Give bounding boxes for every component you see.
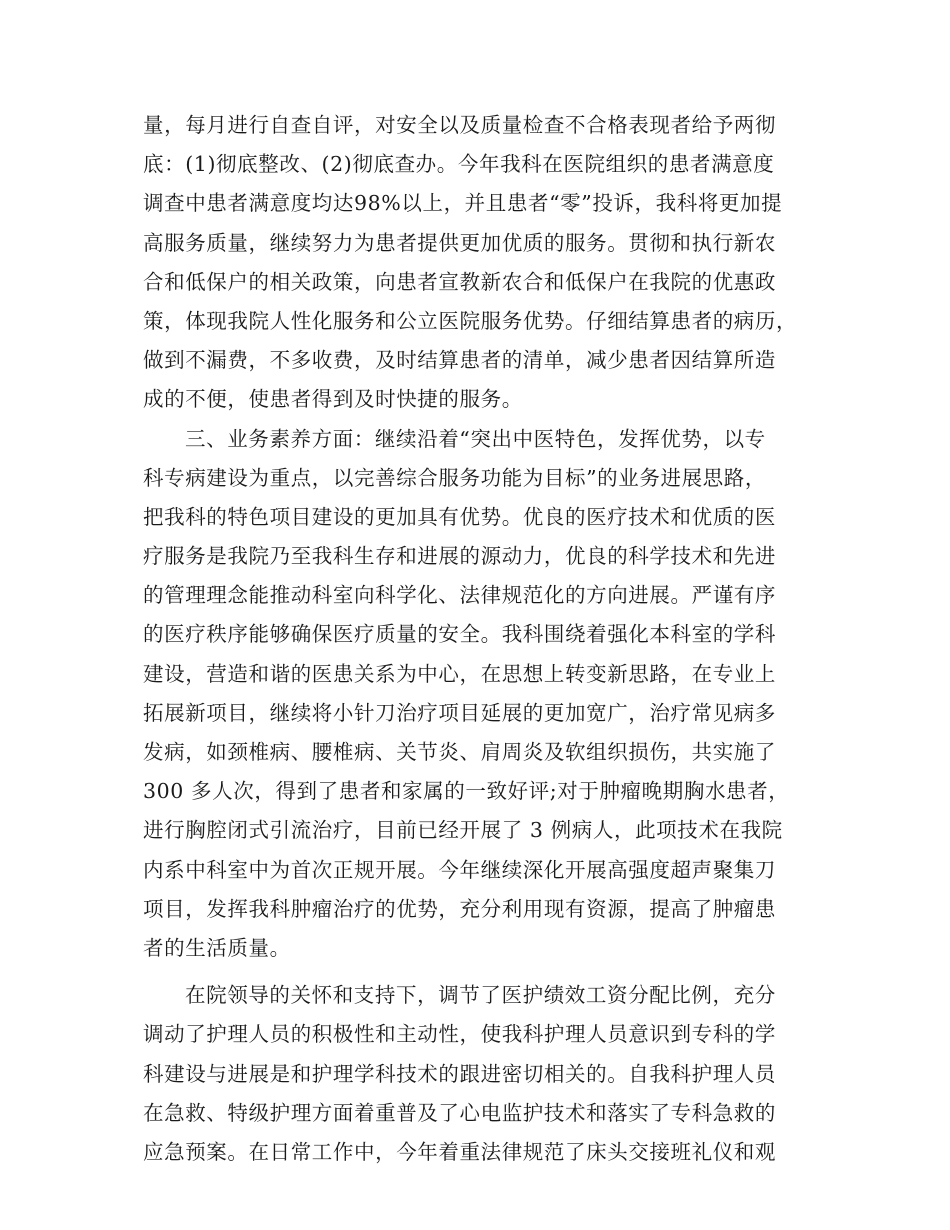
text-line: 内系中科室中为首次正规开展。今年继续深化开展高强度超声聚集刀 [143, 857, 776, 882]
text-line: 进行胸腔闭式引流治疗，目前已经开展了 3 例病人，此项技术在我院 [143, 818, 783, 843]
text-line: 者的生活质量。 [143, 935, 291, 960]
text-line: 合和低保户的相关政策，向患者宣教新农合和低保户在我院的优惠政 [143, 269, 776, 294]
paragraph-nursing-staff [143, 976, 823, 1172]
text-line: 调查中患者满意度均达98%以上，并且患者“零”投诉，我科将更加提 [143, 191, 783, 216]
text-line: 科专病建设为重点，以完善综合服务功能为目标”的业务进展思路， [143, 465, 766, 490]
text-line: 策，体现我院人性化服务和公立医院服务优势。仔细结算患者的病历， [143, 308, 798, 333]
text-line: 调动了护理人员的积极性和主动性，使我科护理人员意识到专科的学 [143, 1022, 776, 1047]
text-line: 三、业务素养方面：继续沿着“突出中医特色，发挥优势，以专 [185, 426, 766, 451]
text-line: 发病，如颈椎病、腰椎病、关节炎、肩周炎及软组织损伤，共实施了 [143, 740, 776, 764]
paragraph-professional-quality [143, 420, 823, 969]
text-line: 做到不漏费，不多收费，及时结算患者的清单，减少患者因结算所造 [143, 348, 776, 373]
text-line: 建设，营造和谐的医患关系为中心，在思想上转变新思路，在专业上 [143, 661, 776, 686]
text-line: 的医疗秩序能够确保医疗质量的安全。我科围绕着强化本科室的学科 [143, 622, 776, 647]
text-line: 底：(1)彻底整改、(2)彻底查办。今年我科在医院组织的患者满意度 [143, 152, 775, 177]
text-line: 科建设与进展是和护理学科技术的跟进密切相关的。自我科护理人员 [143, 1061, 776, 1086]
paragraph-service-quality [143, 106, 823, 420]
document-body [143, 106, 823, 1172]
text-line: 高服务质量，继续努力为患者提供更加优质的服务。贯彻和执行新农 [143, 230, 776, 255]
text-line: 把我科的特色项目建设的更加具有优势。优良的医疗技术和优质的医 [143, 504, 776, 529]
text-line: 应急预案。在日常工作中，今年着重法律规范了床头交接班礼仪和观 [143, 1139, 776, 1164]
text-line: 项目，发挥我科肿瘤治疗的优势，充分利用现有资源，提高了肿瘤患 [143, 896, 776, 921]
text-line: 拓展新项目，继续将小针刀治疗项目延展的更加宽广，治疗常见病多 [143, 700, 776, 725]
text-line: 300 多人次，得到了患者和家属的一致好评;对于肿瘤晚期胸水患者， [143, 779, 790, 804]
text-line: 在急救、特级护理方面着重普及了心电监护技术和落实了专科急救的 [143, 1100, 776, 1125]
text-line: 成的不便，使患者得到及时快捷的服务。 [143, 387, 523, 412]
text-line: 量，每月进行自查自评，对安全以及质量检查不合格表现者给予两彻 [143, 113, 776, 137]
text-line: 疗服务是我院乃至我科生存和进展的源动力，优良的科学技术和先进 [143, 544, 776, 569]
text-line: 的管理理念能推动科室向科学化、法律规范化的方向进展。严谨有序 [143, 583, 776, 608]
text-line: 在院领导的关怀和支持下，调节了医护绩效工资分配比例，充分 [185, 983, 776, 1008]
